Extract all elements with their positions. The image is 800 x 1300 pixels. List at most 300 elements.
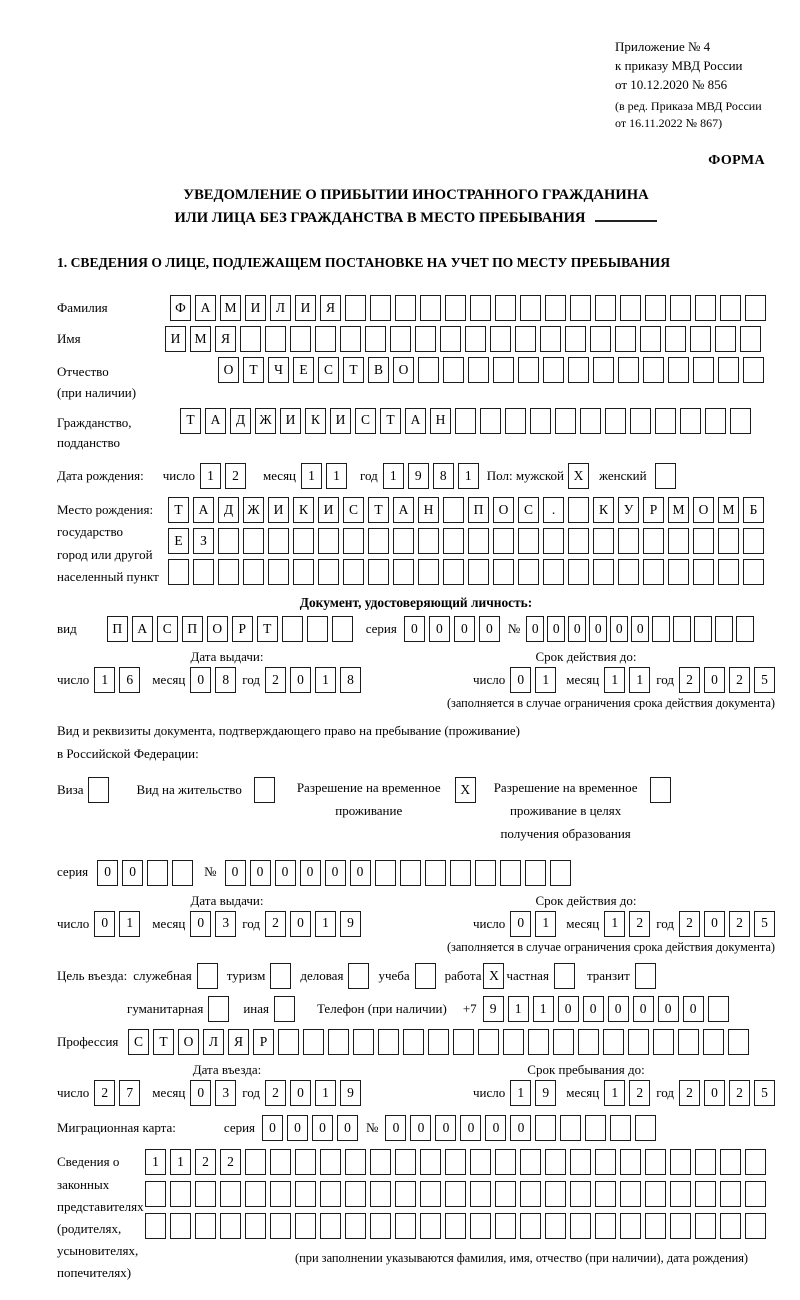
char-box[interactable]	[620, 1149, 641, 1175]
char-box[interactable]: С	[318, 357, 339, 383]
char-box[interactable]: 8	[433, 463, 454, 489]
char-box[interactable]	[243, 528, 264, 554]
char-box[interactable]	[495, 295, 516, 321]
char-box[interactable]	[445, 295, 466, 321]
char-box[interactable]	[418, 559, 439, 585]
char-box[interactable]: 9	[535, 1080, 556, 1106]
char-box[interactable]: Т	[257, 616, 278, 642]
purpose-study-checkbox[interactable]	[415, 963, 436, 989]
char-box[interactable]: А	[195, 295, 216, 321]
char-box[interactable]: 2	[729, 1080, 750, 1106]
char-box[interactable]: 0	[290, 667, 311, 693]
char-box[interactable]	[468, 528, 489, 554]
char-box[interactable]: Т	[380, 408, 401, 434]
char-box[interactable]	[640, 326, 661, 352]
char-box[interactable]	[193, 559, 214, 585]
char-box[interactable]	[603, 1029, 624, 1055]
char-box[interactable]: 7	[119, 1080, 140, 1106]
char-box[interactable]: 1	[200, 463, 221, 489]
char-box[interactable]	[428, 1029, 449, 1055]
char-box[interactable]	[478, 1029, 499, 1055]
char-box[interactable]	[520, 1213, 541, 1239]
char-box[interactable]	[345, 1181, 366, 1207]
char-box[interactable]: 0	[704, 1080, 725, 1106]
char-box[interactable]	[528, 1029, 549, 1055]
char-box[interactable]: 0	[312, 1115, 333, 1141]
char-box[interactable]	[570, 295, 591, 321]
char-box[interactable]	[678, 1029, 699, 1055]
char-box[interactable]	[378, 1029, 399, 1055]
char-box[interactable]: 0	[631, 616, 649, 642]
char-box[interactable]: 1	[315, 667, 336, 693]
char-box[interactable]	[340, 326, 361, 352]
char-box[interactable]	[580, 408, 601, 434]
char-box[interactable]	[195, 1213, 216, 1239]
char-box[interactable]	[645, 1181, 666, 1207]
char-box[interactable]: Т	[243, 357, 264, 383]
char-box[interactable]	[390, 326, 411, 352]
char-box[interactable]	[318, 559, 339, 585]
char-box[interactable]: М	[190, 326, 211, 352]
char-box[interactable]	[420, 295, 441, 321]
char-box[interactable]: О	[218, 357, 239, 383]
char-box[interactable]	[168, 559, 189, 585]
char-box[interactable]	[673, 616, 691, 642]
char-box[interactable]	[503, 1029, 524, 1055]
char-box[interactable]	[395, 295, 416, 321]
char-box[interactable]: 0	[300, 860, 321, 886]
char-box[interactable]: Я	[320, 295, 341, 321]
char-box[interactable]	[282, 616, 303, 642]
char-box[interactable]: О	[693, 497, 714, 523]
char-box[interactable]	[465, 326, 486, 352]
char-box[interactable]	[615, 326, 636, 352]
char-box[interactable]	[145, 1213, 166, 1239]
char-box[interactable]	[443, 559, 464, 585]
char-box[interactable]	[400, 860, 421, 886]
char-box[interactable]: 1	[604, 667, 625, 693]
char-box[interactable]	[585, 1115, 606, 1141]
char-box[interactable]: 0	[568, 616, 586, 642]
char-box[interactable]: 9	[408, 463, 429, 489]
char-box[interactable]	[493, 357, 514, 383]
char-box[interactable]	[670, 295, 691, 321]
char-box[interactable]	[643, 528, 664, 554]
char-box[interactable]: 2	[679, 1080, 700, 1106]
char-box[interactable]: И	[165, 326, 186, 352]
char-box[interactable]	[693, 528, 714, 554]
char-box[interactable]	[220, 1181, 241, 1207]
char-box[interactable]	[450, 860, 471, 886]
char-box[interactable]: 0	[460, 1115, 481, 1141]
char-box[interactable]: А	[405, 408, 426, 434]
char-box[interactable]: О	[493, 497, 514, 523]
char-box[interactable]	[418, 528, 439, 554]
char-box[interactable]: 8	[215, 667, 236, 693]
char-box[interactable]: Д	[230, 408, 251, 434]
char-box[interactable]: 0	[510, 911, 531, 937]
char-box[interactable]	[525, 860, 546, 886]
char-box[interactable]: У	[618, 497, 639, 523]
char-box[interactable]	[290, 326, 311, 352]
char-box[interactable]: 0	[633, 996, 654, 1022]
char-box[interactable]: Т	[168, 497, 189, 523]
temp-residence-education-checkbox[interactable]	[650, 777, 671, 803]
char-box[interactable]: 0	[290, 911, 311, 937]
char-box[interactable]	[568, 357, 589, 383]
char-box[interactable]	[480, 408, 501, 434]
char-box[interactable]	[695, 1181, 716, 1207]
char-box[interactable]	[293, 559, 314, 585]
char-box[interactable]	[715, 616, 733, 642]
char-box[interactable]	[370, 295, 391, 321]
char-box[interactable]	[495, 1149, 516, 1175]
char-box[interactable]: Б	[743, 497, 764, 523]
char-box[interactable]	[332, 616, 353, 642]
char-box[interactable]: Л	[270, 295, 291, 321]
char-box[interactable]	[443, 497, 464, 523]
char-box[interactable]	[605, 408, 626, 434]
char-box[interactable]	[745, 1181, 766, 1207]
char-box[interactable]	[743, 528, 764, 554]
char-box[interactable]: 9	[340, 1080, 361, 1106]
char-box[interactable]: 2	[729, 667, 750, 693]
char-box[interactable]: 2	[94, 1080, 115, 1106]
char-box[interactable]: В	[368, 357, 389, 383]
char-box[interactable]: М	[718, 497, 739, 523]
char-box[interactable]	[147, 860, 168, 886]
char-box[interactable]	[743, 357, 764, 383]
char-box[interactable]	[468, 357, 489, 383]
char-box[interactable]	[500, 860, 521, 886]
char-box[interactable]	[415, 326, 436, 352]
char-box[interactable]	[493, 559, 514, 585]
char-box[interactable]	[245, 1149, 266, 1175]
char-box[interactable]	[736, 616, 754, 642]
char-box[interactable]: 0	[262, 1115, 283, 1141]
char-box[interactable]	[343, 528, 364, 554]
char-box[interactable]: .	[543, 497, 564, 523]
char-box[interactable]	[270, 1181, 291, 1207]
char-box[interactable]: 0	[385, 1115, 406, 1141]
char-box[interactable]	[620, 1213, 641, 1239]
char-box[interactable]	[370, 1213, 391, 1239]
char-box[interactable]	[630, 408, 651, 434]
char-box[interactable]	[543, 559, 564, 585]
char-box[interactable]: 0	[287, 1115, 308, 1141]
char-box[interactable]: 0	[290, 1080, 311, 1106]
char-box[interactable]	[218, 559, 239, 585]
char-box[interactable]: Н	[430, 408, 451, 434]
char-box[interactable]	[720, 295, 741, 321]
female-checkbox[interactable]	[655, 463, 676, 489]
char-box[interactable]	[653, 1029, 674, 1055]
char-box[interactable]	[545, 1213, 566, 1239]
char-box[interactable]: 2	[265, 1080, 286, 1106]
char-box[interactable]	[708, 996, 729, 1022]
char-box[interactable]	[375, 860, 396, 886]
char-box[interactable]	[668, 357, 689, 383]
char-box[interactable]	[443, 528, 464, 554]
char-box[interactable]: 1	[458, 463, 479, 489]
char-box[interactable]: 1	[510, 1080, 531, 1106]
char-box[interactable]	[665, 326, 686, 352]
char-box[interactable]	[670, 1181, 691, 1207]
char-box[interactable]	[620, 1181, 641, 1207]
char-box[interactable]	[395, 1149, 416, 1175]
char-box[interactable]	[243, 559, 264, 585]
char-box[interactable]: О	[393, 357, 414, 383]
char-box[interactable]	[320, 1149, 341, 1175]
char-box[interactable]: А	[205, 408, 226, 434]
char-box[interactable]: 1	[315, 911, 336, 937]
char-box[interactable]	[652, 616, 670, 642]
char-box[interactable]: Е	[293, 357, 314, 383]
char-box[interactable]	[645, 1149, 666, 1175]
char-box[interactable]	[520, 1181, 541, 1207]
char-box[interactable]	[718, 357, 739, 383]
char-box[interactable]	[728, 1029, 749, 1055]
char-box[interactable]: 9	[340, 911, 361, 937]
char-box[interactable]: 5	[754, 911, 775, 937]
char-box[interactable]	[245, 1213, 266, 1239]
char-box[interactable]: 0	[454, 616, 475, 642]
char-box[interactable]: 1	[301, 463, 322, 489]
char-box[interactable]: 3	[215, 911, 236, 937]
char-box[interactable]	[270, 1213, 291, 1239]
char-box[interactable]: Ф	[170, 295, 191, 321]
char-box[interactable]: 8	[340, 667, 361, 693]
char-box[interactable]	[595, 1181, 616, 1207]
char-box[interactable]: 1	[315, 1080, 336, 1106]
char-box[interactable]	[345, 295, 366, 321]
char-box[interactable]: 0	[350, 860, 371, 886]
char-box[interactable]	[618, 357, 639, 383]
char-box[interactable]: Т	[368, 497, 389, 523]
char-box[interactable]	[295, 1181, 316, 1207]
char-box[interactable]: 0	[526, 616, 544, 642]
char-box[interactable]: Ч	[268, 357, 289, 383]
char-box[interactable]: И	[295, 295, 316, 321]
char-box[interactable]: П	[182, 616, 203, 642]
char-box[interactable]	[568, 528, 589, 554]
char-box[interactable]	[395, 1181, 416, 1207]
char-box[interactable]: Р	[232, 616, 253, 642]
char-box[interactable]	[343, 559, 364, 585]
char-box[interactable]	[595, 1149, 616, 1175]
char-box[interactable]: М	[220, 295, 241, 321]
char-box[interactable]	[420, 1181, 441, 1207]
char-box[interactable]	[570, 1149, 591, 1175]
char-box[interactable]	[645, 1213, 666, 1239]
char-box[interactable]: Д	[218, 497, 239, 523]
char-box[interactable]: С	[128, 1029, 149, 1055]
char-box[interactable]	[453, 1029, 474, 1055]
char-box[interactable]	[345, 1213, 366, 1239]
char-box[interactable]: 2	[195, 1149, 216, 1175]
char-box[interactable]: 0	[583, 996, 604, 1022]
char-box[interactable]: 0	[94, 911, 115, 937]
char-box[interactable]: 1	[533, 996, 554, 1022]
char-box[interactable]	[240, 326, 261, 352]
char-box[interactable]: 1	[119, 911, 140, 937]
char-box[interactable]	[718, 559, 739, 585]
char-box[interactable]	[745, 1149, 766, 1175]
char-box[interactable]	[495, 1181, 516, 1207]
char-box[interactable]	[618, 528, 639, 554]
char-box[interactable]	[703, 1029, 724, 1055]
char-box[interactable]	[745, 295, 766, 321]
char-box[interactable]	[518, 528, 539, 554]
char-box[interactable]	[694, 616, 712, 642]
char-box[interactable]: 2	[265, 911, 286, 937]
char-box[interactable]	[553, 1029, 574, 1055]
char-box[interactable]	[443, 357, 464, 383]
char-box[interactable]	[590, 326, 611, 352]
char-box[interactable]: 0	[510, 667, 531, 693]
char-box[interactable]	[693, 357, 714, 383]
char-box[interactable]	[680, 408, 701, 434]
char-box[interactable]	[293, 528, 314, 554]
char-box[interactable]: Ж	[243, 497, 264, 523]
char-box[interactable]	[740, 326, 761, 352]
char-box[interactable]	[505, 408, 526, 434]
char-box[interactable]	[368, 559, 389, 585]
char-box[interactable]	[172, 860, 193, 886]
char-box[interactable]	[593, 528, 614, 554]
char-box[interactable]: Я	[228, 1029, 249, 1055]
char-box[interactable]: 0	[683, 996, 704, 1022]
char-box[interactable]: 1	[604, 1080, 625, 1106]
char-box[interactable]	[315, 326, 336, 352]
char-box[interactable]	[693, 559, 714, 585]
char-box[interactable]: П	[468, 497, 489, 523]
char-box[interactable]: И	[268, 497, 289, 523]
char-box[interactable]: 5	[754, 1080, 775, 1106]
char-box[interactable]: 6	[119, 667, 140, 693]
char-box[interactable]: 0	[190, 667, 211, 693]
char-box[interactable]	[495, 1213, 516, 1239]
char-box[interactable]	[570, 1213, 591, 1239]
visa-checkbox[interactable]	[88, 777, 109, 803]
char-box[interactable]: 1	[170, 1149, 191, 1175]
char-box[interactable]	[370, 1181, 391, 1207]
char-box[interactable]	[668, 559, 689, 585]
char-box[interactable]	[320, 1181, 341, 1207]
char-box[interactable]: 0	[479, 616, 500, 642]
char-box[interactable]	[307, 616, 328, 642]
char-box[interactable]	[218, 528, 239, 554]
char-box[interactable]: О	[207, 616, 228, 642]
purpose-business-checkbox[interactable]	[348, 963, 369, 989]
char-box[interactable]: 2	[220, 1149, 241, 1175]
char-box[interactable]: 1	[508, 996, 529, 1022]
male-checkbox[interactable]: X	[568, 463, 589, 489]
char-box[interactable]	[730, 408, 751, 434]
char-box[interactable]	[295, 1149, 316, 1175]
char-box[interactable]	[540, 326, 561, 352]
char-box[interactable]: 1	[326, 463, 347, 489]
char-box[interactable]: 0	[547, 616, 565, 642]
char-box[interactable]	[718, 528, 739, 554]
char-box[interactable]	[543, 528, 564, 554]
char-box[interactable]: 0	[435, 1115, 456, 1141]
char-box[interactable]	[268, 559, 289, 585]
char-box[interactable]: И	[245, 295, 266, 321]
purpose-transit-checkbox[interactable]	[635, 963, 656, 989]
char-box[interactable]	[345, 1149, 366, 1175]
char-box[interactable]	[645, 295, 666, 321]
purpose-tourism-checkbox[interactable]	[270, 963, 291, 989]
char-box[interactable]	[705, 408, 726, 434]
char-box[interactable]: 0	[510, 1115, 531, 1141]
char-box[interactable]	[518, 357, 539, 383]
char-box[interactable]: 0	[589, 616, 607, 642]
char-box[interactable]	[420, 1149, 441, 1175]
char-box[interactable]	[220, 1213, 241, 1239]
char-box[interactable]: 0	[337, 1115, 358, 1141]
char-box[interactable]	[695, 1149, 716, 1175]
char-box[interactable]	[265, 326, 286, 352]
char-box[interactable]: Р	[253, 1029, 274, 1055]
char-box[interactable]	[560, 1115, 581, 1141]
purpose-official-checkbox[interactable]	[197, 963, 218, 989]
char-box[interactable]: 1	[145, 1149, 166, 1175]
char-box[interactable]	[445, 1181, 466, 1207]
char-box[interactable]: Т	[343, 357, 364, 383]
char-box[interactable]: Л	[203, 1029, 224, 1055]
char-box[interactable]	[170, 1213, 191, 1239]
char-box[interactable]	[668, 528, 689, 554]
char-box[interactable]	[743, 559, 764, 585]
char-box[interactable]	[568, 559, 589, 585]
char-box[interactable]	[593, 357, 614, 383]
char-box[interactable]: 0	[97, 860, 118, 886]
char-box[interactable]: 1	[604, 911, 625, 937]
char-box[interactable]	[493, 528, 514, 554]
char-box[interactable]	[455, 408, 476, 434]
char-box[interactable]	[393, 528, 414, 554]
char-box[interactable]	[470, 1149, 491, 1175]
char-box[interactable]	[745, 1213, 766, 1239]
char-box[interactable]	[695, 295, 716, 321]
char-box[interactable]: 0	[485, 1115, 506, 1141]
char-box[interactable]	[595, 295, 616, 321]
char-box[interactable]: 0	[190, 1080, 211, 1106]
char-box[interactable]: З	[193, 528, 214, 554]
char-box[interactable]: И	[280, 408, 301, 434]
char-box[interactable]: 0	[250, 860, 271, 886]
char-box[interactable]: А	[393, 497, 414, 523]
char-box[interactable]	[268, 528, 289, 554]
char-box[interactable]	[565, 326, 586, 352]
char-box[interactable]	[270, 1149, 291, 1175]
char-box[interactable]	[515, 326, 536, 352]
char-box[interactable]	[568, 497, 589, 523]
char-box[interactable]	[578, 1029, 599, 1055]
char-box[interactable]	[370, 1149, 391, 1175]
char-box[interactable]: Ж	[255, 408, 276, 434]
char-box[interactable]: И	[330, 408, 351, 434]
purpose-humanitarian-checkbox[interactable]	[208, 996, 229, 1022]
char-box[interactable]	[618, 559, 639, 585]
char-box[interactable]: Я	[215, 326, 236, 352]
char-box[interactable]: С	[343, 497, 364, 523]
char-box[interactable]: С	[157, 616, 178, 642]
purpose-other-checkbox[interactable]	[274, 996, 295, 1022]
char-box[interactable]: 0	[704, 911, 725, 937]
char-box[interactable]	[475, 860, 496, 886]
